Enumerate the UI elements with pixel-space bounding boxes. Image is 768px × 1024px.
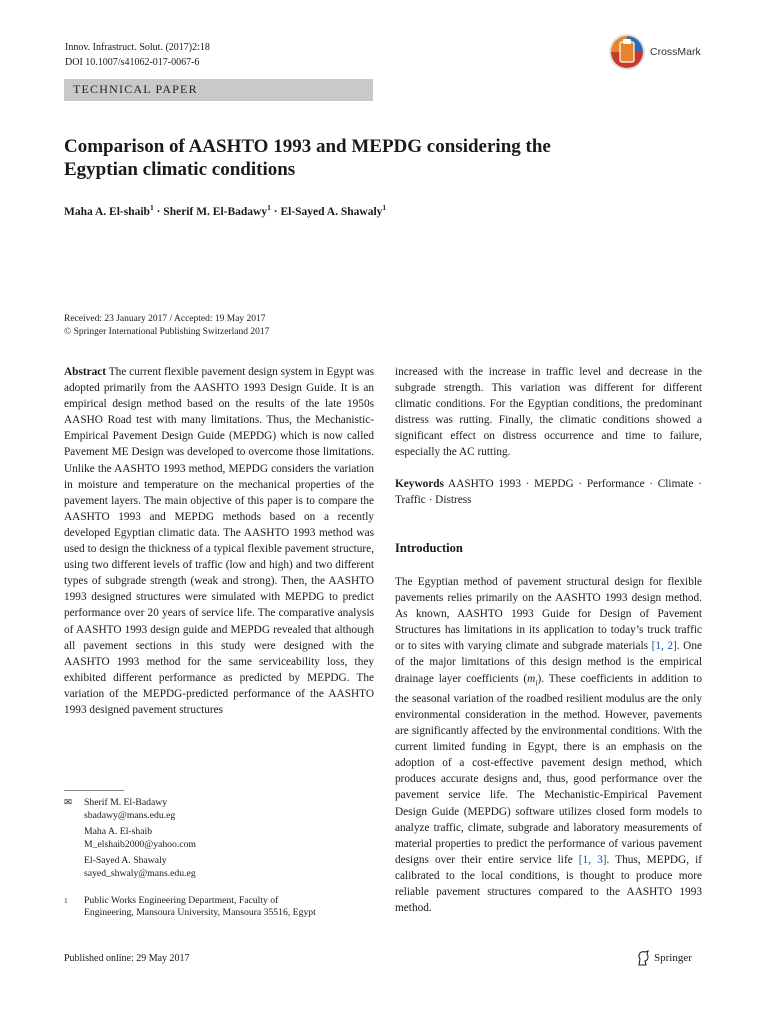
publisher-name: Springer (654, 952, 692, 964)
contact-name: Sherif M. El-Badawy (84, 797, 168, 808)
intro-text: . One of the major limitations of this design method is the empirical drainage layer coefficients ( (395, 640, 702, 685)
author-name[interactable]: Sherif M. El-Badawy (163, 205, 268, 218)
article-title: Comparison of AASHTO 1993 and MEPDG considering the Egyptian climatic conditions (64, 136, 551, 180)
correspondence-contact (64, 797, 374, 822)
crossmark-label: CrossMark (650, 46, 701, 58)
abstract-continued: increased with the increase in traffic level and decrease in the subgrade strength. This variation was different for different climatic conditions. For the Egyptian conditions, the predominant distress was rutting. Finally, the climatic conditions showed a significant effect on distress occurrence and time to failure, especially the AC rutting. (395, 366, 702, 459)
doi[interactable]: DOI 10.1007/s41062-017-0067-6 (65, 57, 200, 68)
footnote-divider (64, 790, 124, 791)
affiliation-marker: 1 (149, 203, 154, 212)
keywords-label: Keywords (395, 478, 444, 490)
symbol-m: m (527, 672, 536, 685)
intro-text: ). These coefficients in addition to the seasonal variation of the roadbed resilient modulus are the only environmental consideration in the method. However, pavements are significantly affected by the environmental conditions. With the current limited funding in Egypt, there is an emphasis on the adoption of a cost-effective pavement design method, which produces accurate designs and, thus, good performance over the pavement service life. The Mechanistic-Empirical Pavement Design Guide (MEPDG) software utilizes closed form models to analyze traffic, climate, subgrade and laboratory measurements of material properties to predict the performance of various pavement designs over their entire service life (395, 672, 703, 866)
citation-link[interactable]: [1, 3] (578, 853, 607, 866)
intro-text: . Thus, MEPDG, if calibrated to the local conditions, is thought to produce more reliable pavement structures compared to the AASHTO 1993 method. (395, 853, 703, 915)
author-list (64, 203, 386, 218)
affiliation-number: 1 (64, 895, 68, 905)
contact (64, 855, 374, 880)
citation-link[interactable]: [1, 2] (651, 640, 677, 653)
springer-horse-icon (636, 950, 650, 966)
contact (64, 826, 374, 851)
intro-text: The Egyptian method of pavement structural design for flexible pavements relies primarily on the AASHTO 1993 design method. As known, AASHTO 1993 Guide for Design of Pavement Structures has limitations in its application to today’s truck traffic or to sites with varying climate and subgrade materials (395, 576, 702, 653)
article-type-banner (64, 79, 373, 101)
publisher-logo (636, 950, 692, 966)
journal-citation: Innov. Infrastruct. Solut. (2017)2:18 (65, 42, 210, 53)
abstract-text: The current flexible pavement design system in Egypt was adopted primarily from the AASHTO 1993 Design Guide. It is an empirical design method based on the results of the late 1950s AASHO Road test with many limitations. Thus, the Mechanistic-Empirical Pavement Design Guide (MEPDG) which is now called Pavement ME Design was developed to overcome those limitations. Unlike the AASHTO 1993 method, MEPDG considers the variation in moisture and temperature on the mechanical properties of the pavement layers. The main objective of this paper is to compare the AASHTO 1993 and MEPDG methods based on a recently developed Egyptian climatic data. The AASHTO 1993 method was used to design the thickness of a typical flexible pavement structure, using two different levels of traffic (low and high) and two different types of subgrade strength (weak and strong). Then, the AASHTO 1993 designed structures were simulated with MEPDG to predict performance over 20 years of service life. The comparative analysis of AASHTO 1993 design guide and MEPDG revealed that although all pavement sections in this study were designed with the AASHTO 1993 method for the same serviceability loss, they exhibited different performance as predicted by MEPDG. The variation of the MEPDG-predicted performance of the AASHTO 1993 designed pavement structures (64, 366, 374, 716)
author-name[interactable]: Maha A. El-shaib (64, 205, 150, 218)
abstract (64, 364, 374, 718)
introduction-paragraph (395, 574, 702, 916)
article-type: TECHNICAL PAPER (73, 82, 198, 96)
journal-header (65, 40, 210, 70)
affiliation-line: Public Works Engineering Department, Faculty of (84, 894, 279, 906)
copyright: © Springer International Publishing Switzerland 2017 (64, 327, 270, 337)
envelope-icon: ✉ (64, 797, 73, 808)
affiliation-marker: 1 (382, 203, 387, 212)
keywords (395, 476, 702, 508)
contact-name: El-Sayed A. Shawaly (84, 855, 167, 867)
affiliation-line: Engineering, Mansoura University, Mansoura 35516, Egypt (84, 907, 316, 919)
article-history (64, 313, 269, 339)
author-separator: · (270, 205, 281, 218)
abstract-label: Abstract (64, 366, 107, 378)
contact-email[interactable]: M_elshaib2000@yahoo.com (84, 838, 196, 850)
affiliation (64, 895, 374, 920)
author-name[interactable]: El-Sayed A. Shawaly (280, 205, 383, 218)
contact-email[interactable]: sbadawy@mans.edu.eg (84, 809, 176, 821)
crossmark-badge[interactable] (608, 33, 701, 71)
footnotes (64, 797, 374, 920)
affiliation-marker: 1 (267, 203, 271, 212)
crossmark-icon (608, 33, 646, 71)
section-heading-introduction: Introduction (395, 541, 463, 555)
published-date: Published online: 29 May 2017 (64, 953, 190, 964)
contact-email[interactable]: sayed_shwaly@mans.edu.eg (84, 867, 196, 879)
received-accepted: Received: 23 January 2017 / Accepted: 19 May 2017 (64, 314, 266, 324)
author-separator: · (153, 205, 164, 218)
contact-name: Maha A. El-shaib (84, 826, 153, 838)
keywords-text: AASHTO 1993 · MEPDG · Performance · Climate · Traffic · Distress (395, 478, 702, 507)
symbol-subscript: i (535, 677, 538, 687)
